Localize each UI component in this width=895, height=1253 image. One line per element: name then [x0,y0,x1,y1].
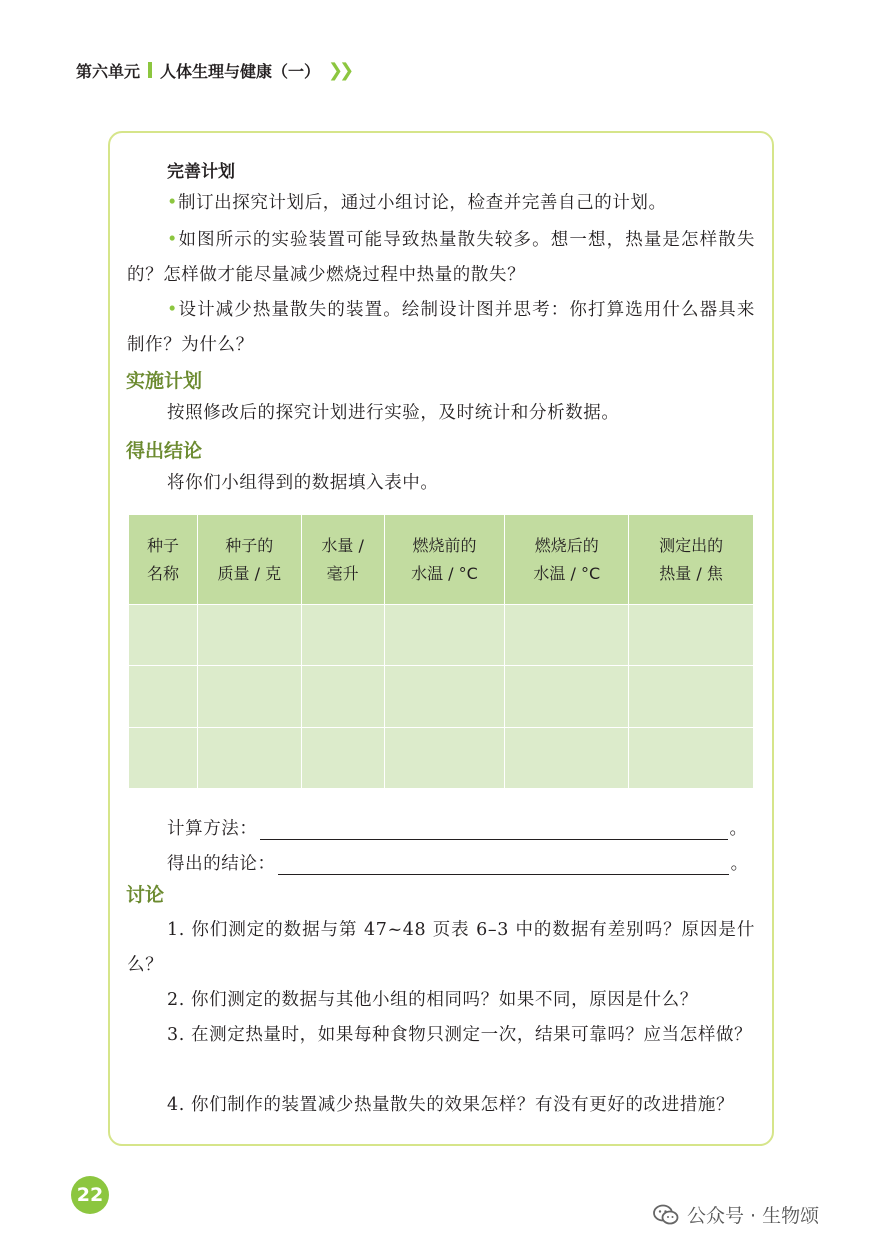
table-cell[interactable] [197,666,301,727]
col-header: 测定出的 热量 / 焦 [629,515,754,605]
end-mark: 。 [730,854,749,874]
discussion-heading: 讨论 [126,884,165,906]
table-cell[interactable] [301,605,384,666]
data-table [128,514,754,789]
double-chevron-right-icon: ❯❯ [328,59,351,81]
table-cell[interactable] [505,727,629,788]
table-cell[interactable] [197,727,301,788]
discussion-item-1: 1. 你们测定的数据与第 47~48 页表 6–3 中的数据有差别吗？原因是什么？ [127,920,755,975]
plan-item-1: •制订出探究计划后，通过小组讨论，检查并完善自己的计划。 [167,193,667,213]
divider-bar [148,62,152,78]
page-number: 22 [71,1176,109,1214]
bullet-dot-icon: • [167,193,178,213]
plan-improve-heading: 完善计划 [167,162,235,182]
conclusion-text: 将你们小组得到的数据填入表中。 [167,473,439,493]
unit-title: 人体生理与健康（一） [160,61,321,81]
table-row [129,727,754,788]
table-cell[interactable] [129,605,198,666]
bullet-dot-icon: • [167,300,178,320]
result-line [167,850,749,875]
col-header: 种子 名称 [129,515,198,605]
col-header: 种子的 质量 / 克 [197,515,301,605]
watermark-text: 公众号 · 生物颂 [687,1205,820,1227]
calc-method-label: 计算方法： [167,819,258,839]
table-cell[interactable] [505,605,629,666]
table-row [129,605,754,666]
end-mark: 。 [729,819,748,839]
table-header-row [129,515,754,605]
col-header: 燃烧前的 水温 / °C [384,515,505,605]
table-cell[interactable] [629,666,754,727]
table-cell[interactable] [301,727,384,788]
calc-method-blank[interactable] [260,820,728,840]
result-label: 得出的结论： [167,854,276,874]
table-cell[interactable] [629,605,754,666]
col-header: 水量 / 毫升 [301,515,384,605]
plan-item-3: •设计减少热量散失的装置。绘制设计图并思考：你打算选用什么器具来制作？为什么？ [127,300,755,355]
result-blank[interactable] [278,855,729,875]
table-cell[interactable] [384,727,505,788]
bullet-dot-icon: • [167,230,178,250]
table-cell[interactable] [129,666,198,727]
unit-label: 第六单元 [76,61,141,81]
plan-item-2: •如图所示的实验装置可能导致热量散失较多。想一想，热量是怎样散失的？怎样做才能尽量减少燃烧过程中热量的散失？ [127,230,755,285]
discussion-item-4: 4. 你们制作的装置减少热量散失的效果怎样？有没有更好的改进措施？ [167,1095,735,1115]
table-row [129,666,754,727]
running-head [76,58,350,82]
discussion-item-3: 3. 在测定热量时，如果每种食物只测定一次，结果可靠吗？应当怎样做？ [167,1025,753,1045]
table-cell[interactable] [301,666,384,727]
table-cell[interactable] [629,727,754,788]
wechat-icon [653,1204,679,1226]
table-cell[interactable] [197,605,301,666]
conclusion-heading: 得出结论 [126,440,203,462]
watermark [653,1201,819,1228]
implement-heading: 实施计划 [126,370,203,392]
table-cell[interactable] [129,727,198,788]
table-cell[interactable] [505,666,629,727]
col-header: 燃烧后的 水温 / °C [505,515,629,605]
calc-method-line [167,815,748,840]
discussion-item-2: 2. 你们测定的数据与其他小组的相同吗？如果不同，原因是什么？ [167,990,698,1010]
implement-text: 按照修改后的探究计划进行实验，及时统计和分析数据。 [167,403,620,423]
table-cell[interactable] [384,605,505,666]
table-cell[interactable] [384,666,505,727]
